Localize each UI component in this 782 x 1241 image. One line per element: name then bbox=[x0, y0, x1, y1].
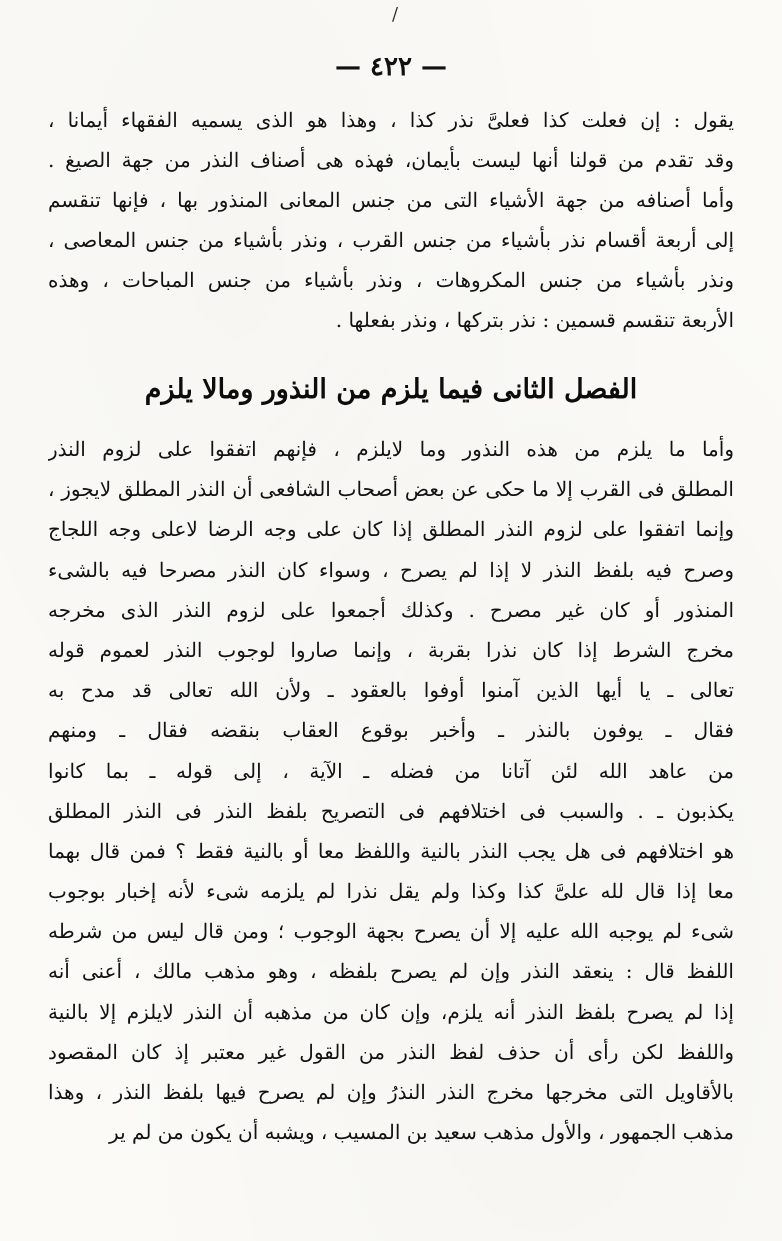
text-line: بالأقاويل التى مخرجها مخرج النذر النذرُ وإن لم يصرح فيها بلفظ النذر ، وهذا bbox=[48, 1080, 734, 1104]
text-line: المنذور أو كان غير مصرح . وكذلك أجمعوا على لزوم النذر الذى مخرجه bbox=[48, 597, 734, 622]
paragraph-binding-vows bbox=[48, 429, 734, 1152]
text-line: تعالى ـ يا أيها الذين آمنوا أوفوا بالعقود ـ ولأن الله تعالى قد مدح به bbox=[48, 678, 734, 703]
text-line: وإنما اتفقوا على لزوم النذر المطلق إذا كان على وجه الرضا لاعلى وجه اللجاج bbox=[48, 517, 734, 542]
text-line: إلى أربعة أقسام نذر بأشياء من جنس القرب ، ونذر بأشياء من جنس المعاصى ، bbox=[48, 228, 734, 252]
text-line: هو اختلافهم فى هل يجب النذر بالنية واللفظ معا أو بالنية فقط ؟ فمن قال بهما bbox=[48, 838, 734, 863]
text-line: اللفظ قال : ينعقد النذر وإن لم يصرح بلفظه ، وهو مذهب مالك ، أعنى أنه bbox=[48, 959, 734, 984]
text-line: الأربعة تنقسم قسمين : نذر بتركها ، ونذر بفعلها . bbox=[335, 308, 734, 332]
text-line: وأما أصنافه من جهة الأشياء التى من جنس المعانى المنذور بها ، فإنها تنقسم bbox=[48, 188, 734, 212]
text-line: مخرج الشرط إذا كان نذرا بقربة ، وإنما صاروا لوجوب النذر لعموم قوله bbox=[48, 637, 734, 662]
top-margin-mark: / bbox=[392, 4, 399, 25]
text-line: المطلق فى القرب إلا ما حكى عن بعض أصحاب الشافعى أن النذر المطلق لايجوز ، bbox=[48, 477, 734, 502]
text-line: فقال ـ يوفون بالنذر ـ وأخبر بوقوع العقاب بنقضه فقال ـ ومنهم bbox=[48, 718, 734, 743]
text-line: ونذر بأشياء من جنس المكروهات ، ونذر بأشياء من جنس المباحات ، وهذه bbox=[48, 268, 734, 292]
paragraph-vow-types bbox=[48, 100, 734, 340]
page-number: — ٤٢٢ — bbox=[334, 52, 448, 82]
text-line: وأما ما يلزم من هذه النذور وما لايلزم ، فإنهم اتفقوا على لزوم النذر bbox=[48, 437, 734, 461]
text-line: يقول : إن فعلت كذا فعلىَّ نذر كذا ، وهذا هو الذى يسميه الفقهاء أيمانا ، bbox=[48, 108, 734, 132]
text-line: وصرح فيه بلفظ النذر لا إذا لم يصرح ، وسواء كان النذر مصرحا فيه بالشىء bbox=[48, 557, 734, 582]
text-line: مذهب الجمهور ، والأول مذهب سعيد بن المسيب ، ويشبه أن يكون من لم ير bbox=[109, 1120, 734, 1145]
text-line: وقد تقدم من قولنا أنها ليست بأيمان، فهذه هى أصناف النذر من جهة الصيغ . bbox=[48, 148, 734, 172]
text-line: واللفظ لكن رأى أن حذف لفظ النذر من القول غير معتبر إذ كان المقصود bbox=[48, 1039, 734, 1064]
text-line: شىء لم يوجبه الله عليه إلا أن يصرح بجهة الوجوب ؛ ومن قال ليس من شرطه bbox=[48, 919, 734, 944]
text-line: إذا لم يصرح بلفظ النذر أنه يلزم، وإن كان من مذهبه أن النذر لايلزم إلا بالنية bbox=[48, 999, 734, 1024]
text-line: يكذبون ـ . والسبب فى اختلافهم فى التصريح بلفظ النذر فى النذر المطلق bbox=[48, 798, 734, 823]
text-line: معا إذا قال لله علىَّ كذا وكذا ولم يقل نذرا لم يلزمه شىء لأنه إخبار بوجوب bbox=[48, 879, 734, 904]
section-heading: الفصل الثانى فيما يلزم من النذور ومالا يلزم bbox=[144, 374, 638, 405]
text-line: من عاهد الله لئن آتانا من فضله ـ الآية ، إلى قوله ـ بما كانوا bbox=[48, 758, 734, 783]
